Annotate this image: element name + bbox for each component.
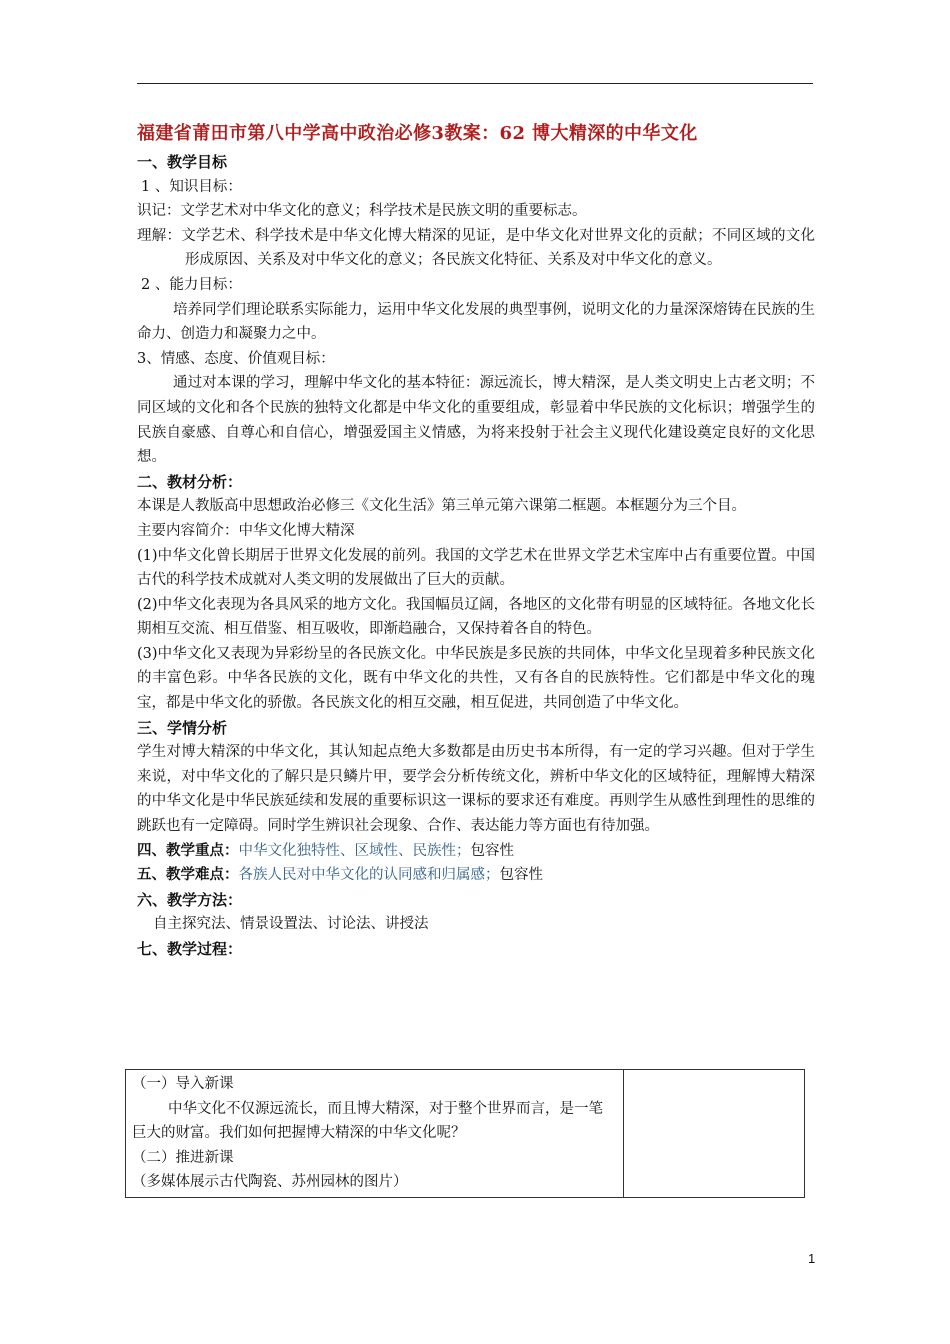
advance-step-note: （多媒体展示古代陶瓷、苏州园林的图片） [132,1174,408,1191]
header-rule [137,83,813,84]
intro-step-label: （一）导入新课 [132,1076,234,1092]
key-points-line [137,839,815,864]
process-cell-notes [624,1070,805,1198]
section-heading-methods: 六、教学方法： [137,890,243,909]
section-heading-material: 二、教材分析： [137,472,243,491]
students-analysis: 学生对博大精深的中华文化，其认知起点绝大多数都是由历史书本所得，有一定的学习兴趣。但对于学生来说，对中华文化的了解只是只鳞片甲，要学会分析传统文化，辨析中华文化的区域特征，理解博大精深的中华文化是中华民族延续和发展的重要标识这一课标的要求还有难度。再则学生从感性到理性的思维的跳跃也有一定障碍。同时学生辨识社会现象、合作、表达能力等方面也有待加强。 [137,744,815,835]
methods-text: 自主探究法、情景设置法、讨论法、讲授法 [153,916,429,933]
material-point-1: (1)中华文化曾长期居于世界文化发展的前列。我国的文学艺术在世界文学艺术宝库中占有重要位置。中国古代的科学技术成就对人类文明的发展做出了巨大的贡献。 [137,547,815,589]
material-point-2: (2)中华文化表现为各具风采的地方文化。我国幅员辽阔，各地区的文化带有明显的区域特征。各地文化长期相互交流、相互借鉴、相互吸收，即渐趋融合，又保持着各自的特色。 [137,596,815,638]
section-heading-objectives: 一、教学目标 [137,153,228,171]
material-point-3: (3)中华文化又表现为异彩纷呈的各民族文化。中华民族是多民族的共同体，中华文化呈现着多种民族文化的丰富色彩。中华各民族的文化，既有中华文化的共性，又有各自的民族特性。它们都是中华文化的瑰宝，都是中华文化的骄傲。各民族文化的相互交融，相互促进，共同创造了中华文化。 [137,645,815,712]
ability-goal-label: 2 、能力目标： [141,276,242,293]
difficulties-highlight: 各族人民对中华文化的认同感和归属感； [238,867,500,884]
section-heading-key-points: 四、教学重点： [137,841,239,859]
page-number: 1 [808,1251,816,1266]
difficulties-tail: 包容性 [499,867,543,884]
key-points-tail: 包容性 [470,842,514,859]
difficulties-line [137,863,815,888]
intro-step-text: 中华文化不仅源远流长，而且博大精深，对于整个世界而言，是一笔巨大的财富。我们如何把握博大精深的中华文化呢？ [132,1100,603,1142]
section-heading-process: 七、教学过程： [137,940,243,958]
document-body [137,118,815,962]
material-summary: 主要内容简介：中华文化博大精深 [137,522,355,539]
knowledge-understand: 理解：文学艺术、科学技术是中华文化博大精深的见证，是中华文化对世界文化的贡献；不同区域的文化形成原因、关系及对中华文化的意义；各民族文化特征、关系及对中华文化的意义。 [137,227,815,269]
document-title: 福建省莆田市第八中学高中政治必修3教案：62 博大精深的中华文化 [137,123,698,144]
process-table [125,1069,805,1198]
section-heading-students: 三、学情分析 [137,718,228,737]
knowledge-goal-label: 1 、知识目标： [141,178,242,195]
knowledge-recall: 识记：文学艺术对中华文化的意义；科学技术是民族文明的重要标志。 [137,203,587,220]
process-cell-main [126,1070,624,1198]
section-heading-difficulties: 五、教学难点： [137,866,239,884]
emotion-goal-label: 3、情感、态度、价值观目标： [137,350,335,367]
ability-goal-text: 培养同学们理论联系实际能力，运用中华文化发展的典型事例，说明文化的力量深深熔铸在民族的生命力、创造力和凝聚力之中。 [137,301,815,343]
advance-step-label: （二）推进新课 [132,1149,234,1166]
emotion-goal-text: 通过对本课的学习，理解中华文化的基本特征：源远流长，博大精深，是人类文明史上古老文明；不同区域的文化和各个民族的独特文化都是中华文化的重要组成，彰显着中华民族的文化标识；增强学生的民族自豪感、自尊心和自信心，增强爱国主义情感，为将来投射于社会主义现代化建设奠定良好的文化思想。 [137,375,815,466]
material-intro: 本课是人教版高中思想政治必修三《文化生活》第三单元第六课第二框题。本框题分为三个目。 [137,498,746,515]
key-points-highlight: 中华文化独特性、区域性、民族性； [238,842,471,859]
